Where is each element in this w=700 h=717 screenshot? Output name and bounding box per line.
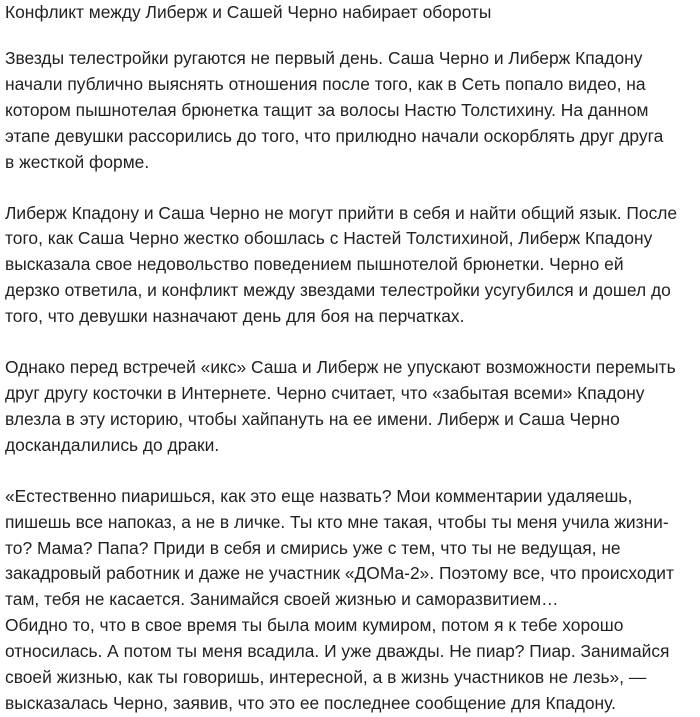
paragraph-line: Звезды телестройки ругаются не первый день. Саша Черно и Либерж Кпадону — [5, 48, 643, 68]
article-paragraph — [5, 201, 696, 331]
article-paragraph — [5, 46, 696, 176]
paragraph-line: дерзко ответила, и конфликт между звездами телестройки усугубился и дошел до — [5, 280, 671, 301]
paragraph-line: того, что девушки назначают день для боя на перчатках. — [5, 306, 465, 327]
paragraph-line: влезла в эту историю, чтобы хайпануть на ее имени. Либерж и Саша Черно — [5, 408, 620, 429]
paragraph-line: там, тебя не касается. Занимайся своей жизнью и саморазвитием… — [5, 589, 559, 610]
paragraph-line: того, как Саша Черно жестко обошлась с Настей Толстихиной, Либерж Кпадону — [5, 228, 653, 249]
paragraph-line: в жесткой форме. — [5, 151, 150, 172]
article-title: Конфликт между Либерж и Сашей Черно набирает обороты — [5, 2, 492, 22]
paragraph-line: доскандалились до драки. — [5, 434, 220, 455]
paragraph-line: начали публично выяснять отношения после того, как в Сеть попало видео, на — [5, 73, 646, 94]
paragraph-line: Обидно то, что в свое время ты была моим кумиром, потом я к тебе хорошо — [5, 615, 624, 636]
paragraph-line: Либерж Кпадону и Саша Черно не могут прийти в себя и найти общий язык. После — [5, 202, 678, 223]
paragraph-line: Однако перед встречей «икс» Саша и Либерж не упускают возможности перемыть — [5, 357, 676, 378]
paragraph-line: относилась. А потом ты меня всадила. И уже дважды. Не пиар? Пиар. Занимайся — [5, 641, 670, 662]
paragraph-line: котором пышнотелая брюнетка тащит за волосы Настю Толстихину. На данном — [5, 99, 649, 120]
article-paragraph — [5, 355, 696, 459]
article-quote-paragraph — [5, 484, 696, 717]
paragraph-line: этапе девушки рассорились до того, что прилюдно начали оскорблять друг друга — [5, 125, 664, 146]
paragraph-line: пишешь все напоказ, а не в личке. Ты кто мне такая, чтобы ты меня учила жизни- — [5, 511, 669, 532]
paragraph-line: закадровый работник и даже не участник «ДОМа-2». Поэтому все, что происходит — [5, 563, 674, 584]
paragraph-line: высказала свое недовольство поведением пышнотелой брюнетки. Черно ей — [5, 254, 624, 275]
paragraph-line: своей жизнью, как ты говоришь, интересной, а в жизнь участников не лезь», — — [5, 667, 647, 688]
paragraph-line: высказалась Черно, заявив, что это ее последнее сообщение для Кпадону. — [5, 692, 616, 713]
paragraph-line: то? Мама? Папа? Приди в себя и смирись уже с тем, что ты не ведущая, не — [5, 537, 621, 558]
paragraph-line: «Естественно пиаришься, как это еще назвать? Мои комментарии удаляешь, — [5, 485, 633, 506]
paragraph-line: друг другу косточки в Интернете. Черно считает, что «забытая всеми» Кпадону — [5, 382, 645, 403]
